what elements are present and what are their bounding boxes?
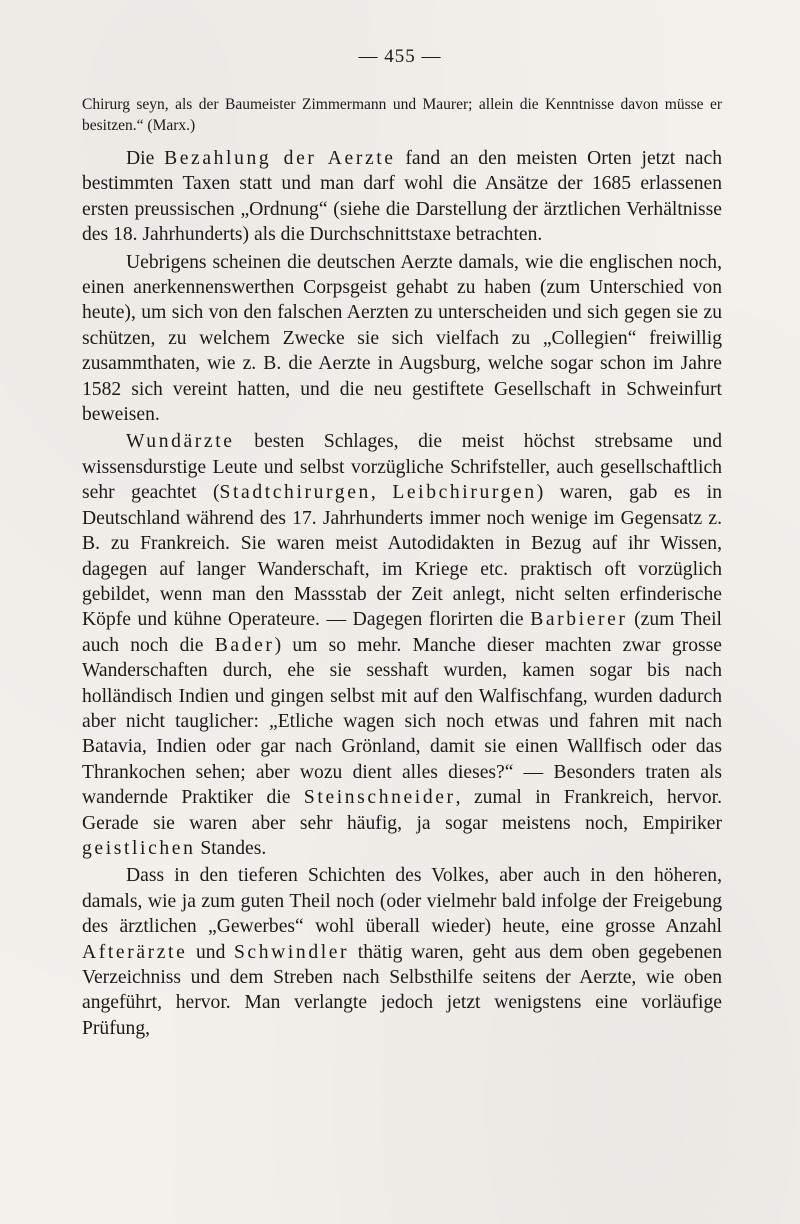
text-run: ,: [370, 482, 393, 504]
text-run: , zumal in Frankreich, hervor. Gerade sie waren aber sehr häufig, ja sogar meistens noch, Empiriker: [82, 787, 722, 834]
text-run: besten Schlages, die meist höchst strebsame und wissensdurstige Leute und selbst vorzügliche Schrifsteller, auch gesellschaftlich sehr geachtet (: [82, 431, 722, 504]
text-run: thätig waren, geht aus dem oben gegebenen Verzeichniss und dem Streben nach Selbsthilfe seitens der Aerzte, wie oben angeführt, hervor. Man verlangte jedoch jetzt wenigstens eine vorläufige Prüfung,: [82, 941, 722, 1039]
spaced-term: Bader: [214, 634, 275, 656]
text-run: Die: [126, 148, 165, 169]
spaced-term: Stadtchirurgen: [219, 482, 371, 504]
spaced-term: Bezahlung der Aerzte: [164, 148, 396, 169]
text-block: [82, 94, 722, 1043]
text-run: ) um so mehr. Manche dieser machten zwar grosse Wanderschaften durch, ehe sie sesshaft wurden, kamen sogar bis nach holländisch Indien und gingen selbst mit auf den Walfischfang, wurden dadurch aber nicht tauglicher: „Etliche wagen sich noch etwas und fahren mit nach Batavia, Indien oder gar nach Grönland, damit sie einen Wallfisch oder das Thrankochen sehen; aber wozu dient alles dieses?“ — Besonders traten als wandernde Praktiker die: [82, 634, 722, 809]
paragraph-corpsgeist: Uebrigens scheinen die deutschen Aerzte damals, wie die englischen noch, einen anerkennenswerthen Corpsgeist gehabt zu haben (zum Unterschied von heute), um sich von den falschen Aerzten zu unterscheiden und sich gegen sie zu schützen, zu welchem Zwecke sie sich vielfach zu „Collegien“ freiwillig zusammthaten, wie z. B. die Aerzte in Augsburg, welche sogar schon im Jahre 1582 sich vereint hatten, und die neu gestiftete Gesellschaft in Schweinfurt beweisen.: [82, 251, 722, 426]
spaced-term: Wundärzte: [126, 431, 235, 453]
spaced-term: Leibchirurgen: [392, 482, 537, 504]
spaced-term: Barbierer: [530, 609, 628, 631]
page-number: — 455 —: [358, 46, 442, 67]
text-run: Dass in den tieferen Schichten des Volkes, aber auch in den höheren, damals, wie ja zum guten Theil noch (oder vielmehr bald infolge der Freigebung des ärztlichen „Gewerbes“ wohl überall wieder) heute, eine grosse Anzahl: [82, 865, 722, 938]
paragraph-bezahlung: [82, 146, 722, 248]
quote-continuation: Chirurg seyn, als der Baumeister Zimmermann und Maurer; allein die Kenntnisse davon müsse er besitzen.“ (Marx.): [82, 96, 722, 134]
text-run: (zum Theil auch noch die: [82, 609, 722, 656]
text-run: und: [187, 941, 234, 963]
spaced-term: Steinschneider: [303, 787, 456, 809]
text-run: Standes.: [195, 837, 267, 859]
paragraph-wundaerzte: [82, 429, 722, 861]
spaced-term: geistlichen: [82, 837, 196, 859]
text-run: fand an den meisten Orten jetzt nach bestimmten Taxen statt und man darf wohl die Ansätze der 1685 erlassenen ersten preussischen „Ordnung“ (siehe die Darstellung der ärztlichen Verhältnisse des 18. Jahrhunderts) als die Durchschnittstaxe betrachten.: [82, 148, 722, 246]
spaced-term: Afterärzte: [82, 941, 188, 963]
paragraph-afteraerzte: [82, 863, 722, 1041]
text-run: ) waren, gab es in Deutschland während des 17. Jahrhunderts immer noch wenige im Gegensatz z. B. zu Frankreich. Sie waren meist Autodidakten in Bezug auf ihr Wissen, dagegen auf langer Wanderschaft, im Kriege etc. praktisch oft vorzüglich gebildet, wenn man den Massstab der Zeit anlegt, nicht selten erfinderische Köpfe und kühne Operateure. — Dagegen florirten die: [82, 482, 722, 631]
spaced-term: Schwindler: [233, 941, 350, 963]
